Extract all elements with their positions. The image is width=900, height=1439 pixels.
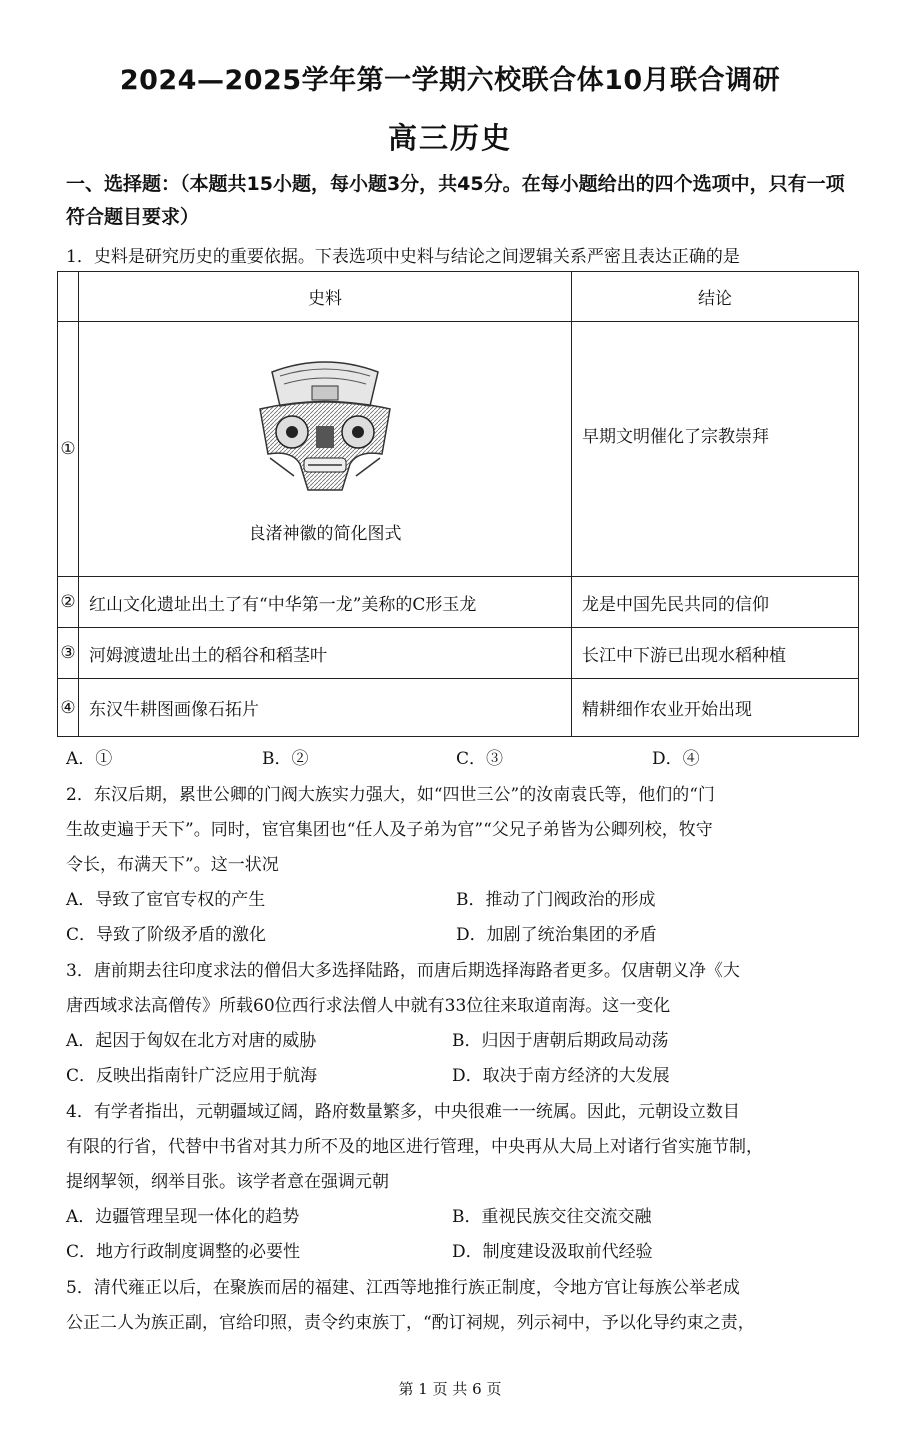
q3-option-c: C．反映出指南针广泛应用于航海 (66, 1066, 318, 1086)
row-conclusion: 龙是中国先民共同的信仰 (572, 577, 859, 628)
q2-line-3: 令长，布满天下”。这一状况 (66, 855, 279, 875)
row-number: ② (58, 577, 79, 628)
row-material: 河姆渡遗址出土的稻谷和稻茎叶 (79, 628, 572, 679)
row-material: 红山文化遗址出土了有“中华第一龙”美称的C形玉龙 (79, 577, 572, 628)
q2-option-c: C．导致了阶级矛盾的激化 (66, 925, 267, 945)
q2-option-d: D．加剧了统治集团的矛盾 (456, 925, 657, 945)
q1-option-a: A．① (66, 749, 113, 769)
q1-table (57, 271, 859, 737)
q1-option-d: D．④ (652, 749, 700, 769)
q4-line-1: 4．有学者指出，元朝疆域辽阔，路府数量繁多，中央很难一一统属。因此，元朝设立数目 (66, 1102, 740, 1122)
table-row (58, 322, 859, 577)
emblem-figure (89, 354, 561, 499)
q3-line-1: 3．唐前期去往印度求法的僧侣大多选择陆路，而唐后期选择海路者更多。仅唐朝义净《大 (66, 961, 740, 981)
table-row (58, 577, 859, 628)
q1-option-c: C．③ (456, 749, 504, 769)
table-header-conclusion: 结论 (572, 272, 859, 322)
row-conclusion: 早期文明催化了宗教崇拜 (572, 322, 859, 577)
liangzhu-emblem-icon (250, 354, 400, 494)
q2-line-2: 生故吏遍于天下”。同时，宦官集团也“任人及子弟为官”“父兄子弟皆为公卿列校，牧守 (66, 820, 713, 840)
emblem-caption: 良渚神徽的简化图式 (248, 524, 402, 544)
row-number: ③ (58, 628, 79, 679)
table-header-row (58, 272, 859, 322)
q5-line-1: 5．清代雍正以后，在聚族而居的福建、江西等地推行族正制度，令地方官让每族公举老成 (66, 1278, 740, 1298)
exam-title: 2024—2025学年第一学期六校联合体10月联合调研 (119, 65, 781, 96)
row-conclusion: 长江中下游已出现水稻种植 (572, 628, 859, 679)
q3-option-b: B．归因于唐朝后期政局动荡 (452, 1031, 669, 1051)
row-conclusion: 精耕细作农业开始出现 (572, 679, 859, 737)
q2-option-b: B．推动了门阀政治的形成 (456, 890, 656, 910)
row-material: 东汉牛耕图画像石拓片 (79, 679, 572, 737)
q1-option-b: B．② (262, 749, 309, 769)
q3-option-a: A．起因于匈奴在北方对唐的威胁 (66, 1031, 317, 1051)
q2-line-1: 2．东汉后期，累世公卿的门阀大族实力强大，如“四世三公”的汝南袁氏等，他们的“门 (66, 785, 715, 805)
q4-line-2: 有限的行省，代替中书省对其力所不及的地区进行管理，中央再从大局上对诸行省实施节制， (66, 1137, 763, 1157)
q2-option-a: A．导致了宦官专权的产生 (66, 890, 266, 910)
row-material-cell (79, 322, 572, 577)
q3-line-2: 唐西域求法高僧传》所载60位西行求法僧人中就有33位往来取道南海。这一变化 (66, 996, 671, 1016)
exam-subject: 高三历史 (387, 121, 512, 155)
q4-option-c: C．地方行政制度调整的必要性 (66, 1242, 301, 1262)
row-number: ④ (58, 679, 79, 737)
q1-stem: 1．史料是研究历史的重要依据。下表选项中史料与结论之间逻辑关系严密且表达正确的是 (66, 247, 740, 267)
row-number: ① (58, 322, 79, 577)
table-header-material: 史料 (79, 272, 572, 322)
table-row (58, 628, 859, 679)
table-header-num (58, 272, 79, 322)
q3-option-d: D．取决于南方经济的大发展 (452, 1066, 670, 1086)
q4-line-3: 提纲挈领，纲举目张。该学者意在强调元朝 (66, 1172, 389, 1192)
q4-option-a: A．边疆管理呈现一体化的趋势 (66, 1207, 300, 1227)
page-footer: 第 1 页 共 6 页 (398, 1380, 502, 1398)
q4-option-d: D．制度建设汲取前代经验 (452, 1242, 653, 1262)
table-row (58, 679, 859, 737)
q4-option-b: B．重视民族交往交流交融 (452, 1207, 652, 1227)
section-heading: 一、选择题：（本题共15小题，每小题3分，共45分。在每小题给出的四个选项中，只有一项符合题目要求） (66, 173, 845, 228)
q5-line-2: 公正二人为族正副，官给印照，责令约束族丁，“酌订祠规，列示祠中，予以化导约束之责， (66, 1313, 755, 1333)
